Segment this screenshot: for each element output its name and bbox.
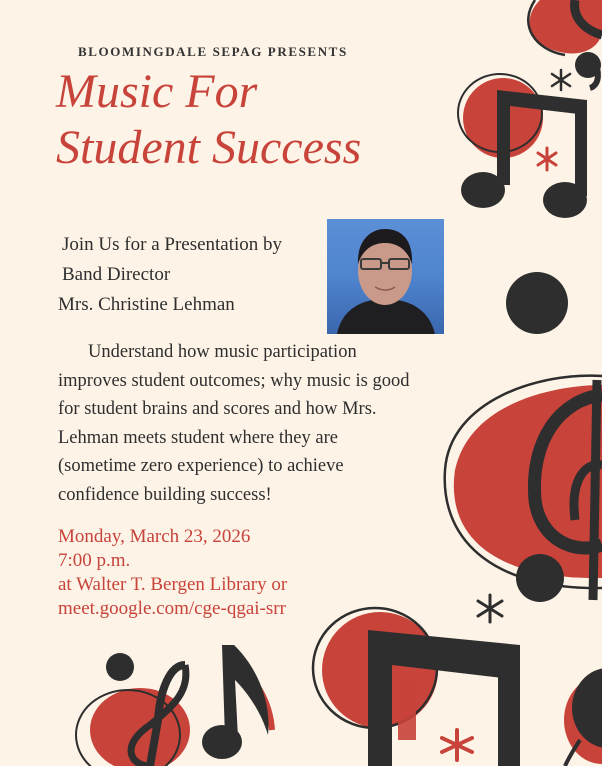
intro-line-1: Join Us for a Presentation by: [62, 234, 283, 255]
asterisk-icon-lower: [478, 595, 502, 622]
presenter-intro: [58, 230, 282, 320]
note-head-icon-bottom-right: [564, 668, 602, 766]
event-time: 7:00 p.m.: [58, 550, 131, 571]
treble-clef-icon-top-right: [528, 0, 602, 88]
presenter-org: BLOOMINGDALE SEPAG PRESENTS: [78, 44, 348, 59]
treble-clef-icon-right: [445, 376, 602, 602]
beamed-notes-icon-top: [458, 74, 587, 218]
event-location: at Walter T. Bergen Library or: [58, 574, 288, 595]
asterisk-icon-bottom-red: [442, 730, 472, 760]
event-date: Monday, March 23, 2026: [58, 526, 251, 547]
eighth-note-icon-bottom: [202, 645, 272, 759]
event-details: [58, 525, 287, 621]
asterisk-icon: [552, 70, 570, 90]
intro-line-2: Band Director: [62, 264, 171, 285]
event-title: [56, 64, 361, 176]
presenter-name: Mrs. Christine Lehman: [58, 294, 235, 315]
dot-icon: [506, 272, 568, 334]
portrait-icon: [327, 219, 444, 334]
beamed-notes-icon-bottom: [313, 608, 520, 766]
asterisk-icon-red: [538, 148, 556, 170]
meeting-link[interactable]: meet.google.com/cge-qgai-srr: [58, 598, 286, 619]
event-description: Understand how music participation improves student outcomes; why music is good for student brains and scores and how Mrs. Lehman meets student where they are (sometime zero experience) to achieve confidence building success!: [58, 342, 410, 505]
treble-clef-icon-bottom-left: [76, 653, 190, 766]
title-line-2: Student Success: [56, 121, 362, 174]
presenter-photo: [327, 219, 444, 334]
title-line-1: Music For: [56, 65, 258, 118]
